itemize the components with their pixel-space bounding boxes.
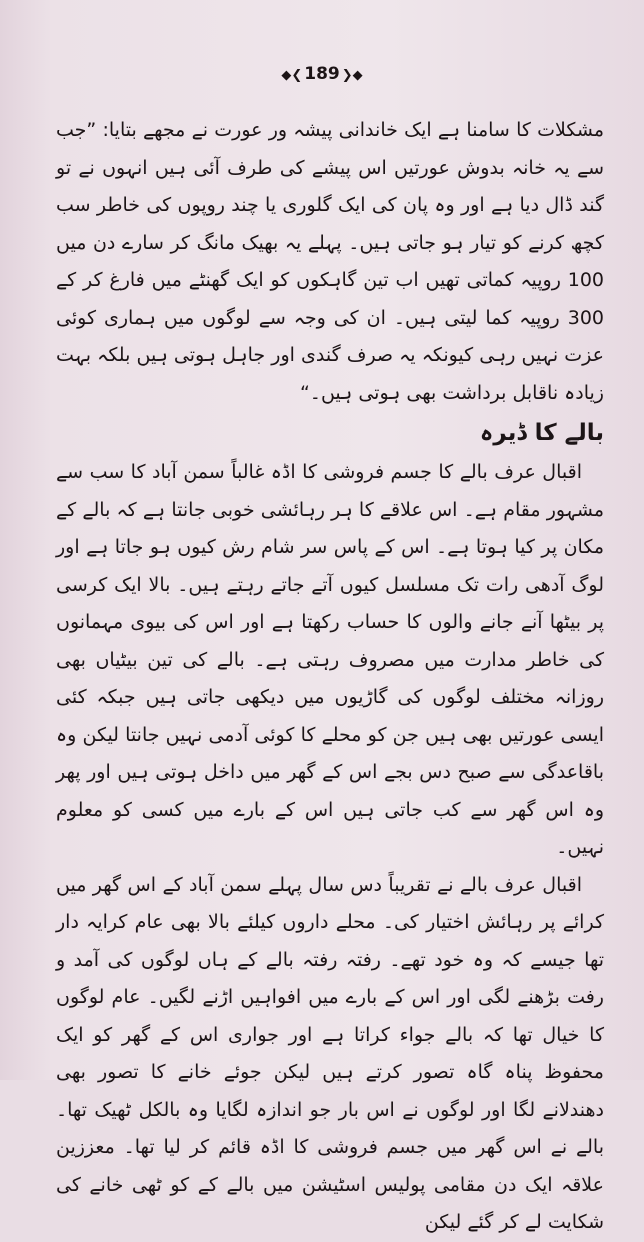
page-content bbox=[56, 112, 604, 1242]
ornament-right-icon: ❯◆ bbox=[341, 68, 363, 83]
quote-paragraph: مشکلات کا سامنا ہے ایک خاندانی پیشہ ور عورت نے مجھے بتایا: ”جب سے یہ خانہ بدوش عورتیں اس پیشے کی طرف آئی ہیں انہوں نے تو گند ڈال دیا ہے اور وہ پان کی ایک گلوری یا چند روپوں کی خاطر سب کچھ کرنے کو تیار ہو جاتی ہیں۔ پہلے یہ بھیک مانگ کر سارے دن میں 100 روپیہ کماتی تھیں اب تین گاہکوں کو ایک گھنٹے میں فارغ کر کے 300 روپیہ کما لیتی ہیں۔ ان کی وجہ سے لوگوں میں ہماری کوئی عزت نہیں رہی کیونکہ یہ صرف گندی اور جاہل ہوتی ہیں بلکہ بہت زیادہ ناقابل برداشت بھی ہوتی ہیں۔“ bbox=[56, 119, 604, 404]
page-number-text: 189 bbox=[304, 64, 340, 84]
body-paragraph-2: اقبال عرف بالے نے تقریباً دس سال پہلے سمن آباد کے اس گھر میں کرائے پر رہائش اختیار کی۔ محلے داروں کیلئے بالا بھی عام کرایہ دار تھا جیسے کہ وہ خود تھے۔ رفتہ رفتہ بالے کے ہاں لوگوں کی آمد و رفت بڑھنے لگی اور اس کے بارے میں افواہیں اڑنے لگیں۔ عام لوگوں کا خیال تھا کہ بالے جواء کراتا ہے اور جواری اس کے گھر کو ایک محفوظ پناہ گاہ تصور کرتے ہیں لیکن جوئے خانے کا تصور بھی دھندلانے لگا اور لوگوں نے اس بار جو اندازہ لگایا وہ بالکل ٹھیک تھا۔ بالے نے اس گھر میں جسم فروشی کا اڈہ قائم کر لیا تھا۔ معززین علاقہ ایک دن مقامی پولیس اسٹیشن میں بالے کے کو ٹھی خانے کی شکایت لے کر گئے لیکن bbox=[56, 873, 604, 1233]
section-heading: بالے کا ڈیرہ bbox=[479, 420, 604, 446]
page-number bbox=[0, 64, 644, 84]
ornament-left-icon: ◆❮ bbox=[281, 68, 303, 83]
body-paragraph-1: اقبال عرف بالے کا جسم فروشی کا اڈہ غالباً سمن آباد کا سب سے مشہور مقام ہے۔ اس علاقے کا ہر رہائشی خوبی جانتا ہے کہ بالے کے مکان پر کیا ہوتا ہے۔ اس کے پاس سر شام رش کیوں ہو جاتا ہے اور لوگ آدھی رات تک مسلسل کیوں آتے جاتے رہتے ہیں۔ بالا ایک کرسی پر بیٹھا آنے جانے والوں کا حساب رکھتا ہے اور اس کی بیوی مہمانوں کی خاطر مدارت میں مصروف رہتی ہے۔ بالے کی تین بیٹیاں بھی روزانہ مختلف لوگوں کی گاڑیوں میں دیکھی جاتی ہیں جبکہ کئی ایسی عورتیں بھی ہیں جن کو محلے کا کوئی آدمی نہیں جانتا لیکن وہ باقاعدگی سے صبح دس بجے اس کے گھر میں داخل ہوتی ہیں اور پھر وہ اس گھر سے کب جاتی ہیں اس کے بارے میں کسی کو معلوم نہیں۔ bbox=[56, 461, 604, 858]
